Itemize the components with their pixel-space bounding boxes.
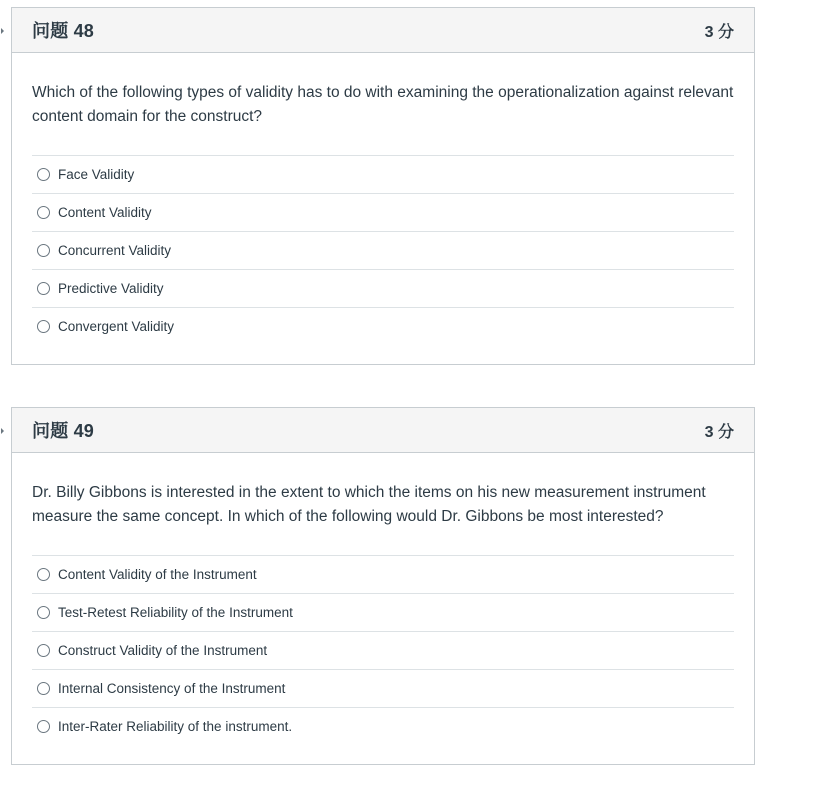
answer-label[interactable]: Predictive Validity xyxy=(58,281,164,296)
answer-label[interactable]: Face Validity xyxy=(58,167,135,182)
radio-button[interactable] xyxy=(37,206,50,219)
radio-button[interactable] xyxy=(37,244,50,257)
radio-button[interactable] xyxy=(37,606,50,619)
radio-button[interactable] xyxy=(37,644,50,657)
answer-label[interactable]: Content Validity of the Instrument xyxy=(58,567,257,582)
answer-label[interactable]: Internal Consistency of the Instrument xyxy=(58,681,286,696)
question-title: 问题 48 xyxy=(32,21,95,41)
question-points: 3 分 xyxy=(704,423,734,441)
answer-option[interactable] xyxy=(32,270,734,308)
answer-option[interactable] xyxy=(32,708,734,745)
radio-button[interactable] xyxy=(37,720,50,733)
answer-label[interactable]: Content Validity xyxy=(58,205,152,220)
answer-label[interactable]: Convergent Validity xyxy=(58,319,175,334)
answer-label[interactable]: Construct Validity of the Instrument xyxy=(58,643,268,658)
answer-option[interactable] xyxy=(32,194,734,232)
question-marker-icon xyxy=(1,428,4,434)
radio-button[interactable] xyxy=(37,568,50,581)
question-body xyxy=(12,453,754,745)
answer-option[interactable] xyxy=(32,632,734,670)
question-header xyxy=(12,8,754,53)
question-body xyxy=(12,53,754,345)
question-header xyxy=(12,408,754,453)
answer-label[interactable]: Inter-Rater Reliability of the instrument. xyxy=(58,719,293,734)
radio-button[interactable] xyxy=(37,168,50,181)
radio-button[interactable] xyxy=(37,320,50,333)
radio-button[interactable] xyxy=(37,682,50,695)
answer-list xyxy=(32,555,734,745)
answer-option[interactable] xyxy=(32,308,734,345)
answer-option[interactable] xyxy=(32,594,734,632)
question-text: Dr. Billy Gibbons is interested in the extent to which the items on his new measurement instrument measure the same concept. In which of the following would Dr. Gibbons be most interested? xyxy=(32,484,706,525)
answer-list xyxy=(32,155,734,345)
question-text: Which of the following types of validity has to do with examining the operationalization against relevant content domain for the construct? xyxy=(32,84,734,125)
answer-option[interactable] xyxy=(32,156,734,194)
answer-label[interactable]: Test-Retest Reliability of the Instrument xyxy=(58,605,293,620)
answer-option[interactable] xyxy=(32,556,734,594)
question-marker-icon xyxy=(1,28,4,34)
question-48 xyxy=(11,7,755,365)
answer-label[interactable]: Concurrent Validity xyxy=(58,243,172,258)
answer-option[interactable] xyxy=(32,670,734,708)
question-points: 3 分 xyxy=(704,23,734,41)
question-49 xyxy=(11,407,755,765)
radio-button[interactable] xyxy=(37,282,50,295)
answer-option[interactable] xyxy=(32,232,734,270)
question-title: 问题 49 xyxy=(32,421,95,441)
